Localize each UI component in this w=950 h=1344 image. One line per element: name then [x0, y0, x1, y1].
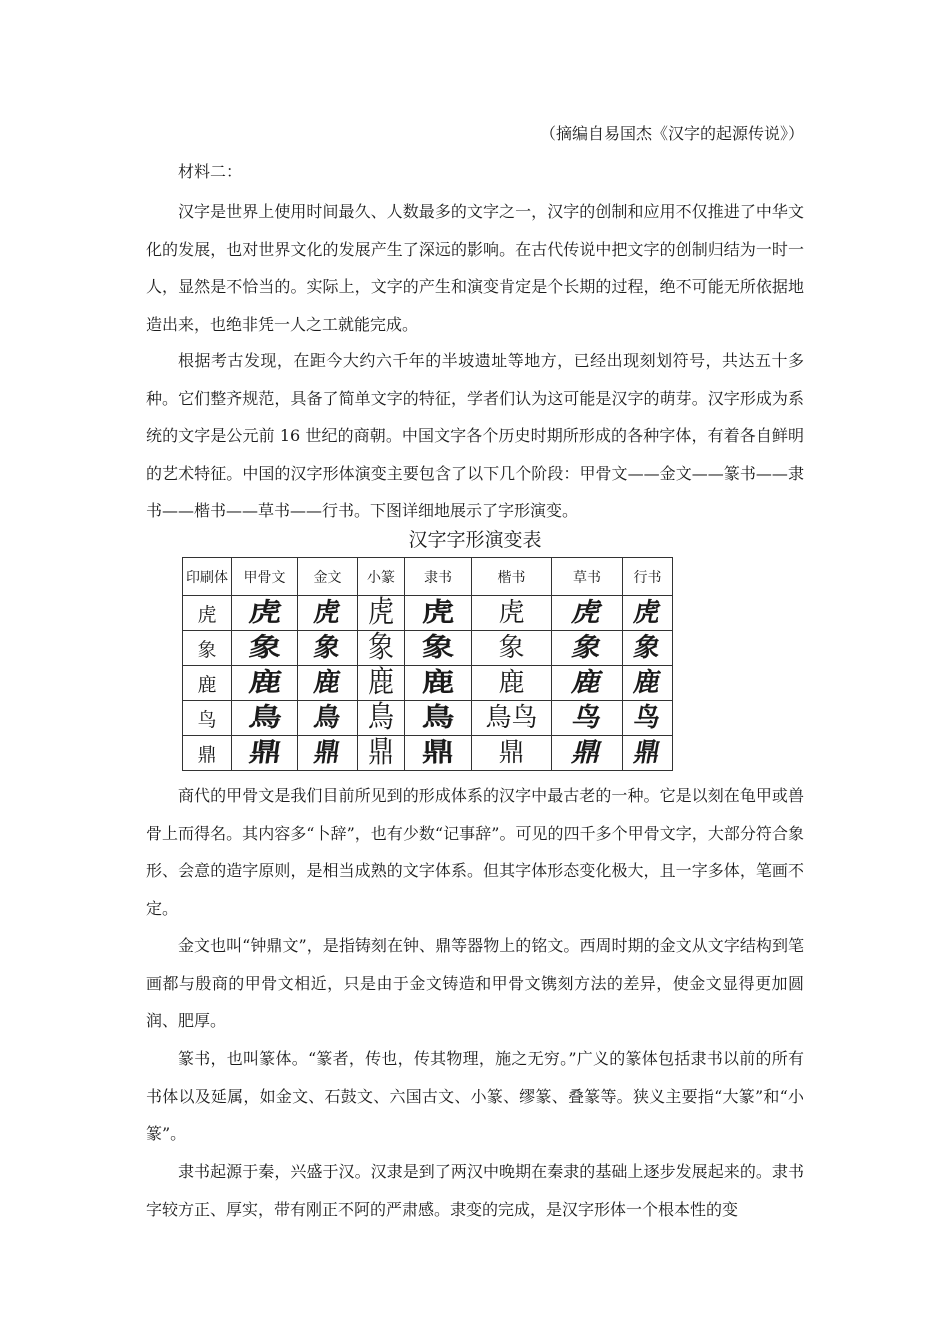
header-cell: 甲骨文 — [232, 558, 298, 596]
running-glyph: 虎 — [623, 596, 673, 631]
print-cell: 鼎 — [183, 736, 232, 771]
oracle-glyph: 鹿 — [232, 666, 298, 701]
bronze-glyph: 鳥 — [298, 701, 358, 736]
seal-glyph: 鹿 — [358, 666, 405, 701]
bronze-glyph: 虎 — [298, 596, 358, 631]
header-cell: 印刷体 — [183, 558, 232, 596]
seal-glyph: 鳥 — [358, 701, 405, 736]
paragraph: 金文也叫“钟鼎文”，是指铸刻在钟、鼎等器物上的铭文。西周时期的金文从文字结构到笔画都与殷商的甲骨文相近，只是由于金文铸造和甲骨文镌刻方法的差异，使金文显得更加圆润、肥厚。 — [146, 936, 804, 1031]
table-row — [183, 631, 673, 666]
seal-glyph: 鼎 — [358, 736, 405, 771]
regular-glyph: 虎 — [472, 596, 552, 631]
header-cell: 小篆 — [358, 558, 405, 596]
regular-glyph: 鼎 — [472, 736, 552, 771]
table-row — [183, 736, 673, 771]
table-row — [183, 701, 673, 736]
clerical-glyph: 鳥 — [405, 701, 472, 736]
clerical-glyph: 鹿 — [405, 666, 472, 701]
oracle-glyph: 象 — [232, 631, 298, 666]
running-glyph: 鹿 — [623, 666, 673, 701]
source-citation: （摘编自易国杰《汉字的起源传说》） — [539, 124, 804, 143]
oracle-glyph: 鼎 — [232, 736, 298, 771]
regular-glyph: 鹿 — [472, 666, 552, 701]
paragraph: 商代的甲骨文是我们目前所见到的形成体系的汉字中最古老的一种。它是以刻在龟甲或兽骨上而得名。其内容多“卜辞”，也有少数“记事辞”。可见的四千多个甲骨文字，大部分符合象形、会意的造字原则，是相当成熟的文字体系。但其字体形态变化极大，且一字多体，笔画不定。 — [146, 786, 804, 918]
bronze-glyph: 鼎 — [298, 736, 358, 771]
cursive-glyph: 鹿 — [552, 666, 623, 701]
seal-glyph: 象 — [358, 631, 405, 666]
table-caption: 汉字字形演变表 — [408, 529, 542, 551]
paragraph: 汉字是世界上使用时间最久、人数最多的文字之一，汉字的创制和应用不仅推进了中华文化的发展，也对世界文化的发展产生了深远的影响。在古代传说中把文字的创制归结为一时一人，显然是不恰当的。实际上，文字的产生和演变肯定是个长期的过程，绝不可能无所依据地造出来，也绝非凭一人之工就能完成。 — [146, 202, 804, 334]
clerical-glyph: 鼎 — [405, 736, 472, 771]
clerical-glyph: 虎 — [405, 596, 472, 631]
print-cell: 象 — [183, 631, 232, 666]
paragraph: 隶书起源于秦，兴盛于汉。汉隶是到了两汉中晚期在秦隶的基础上逐步发展起来的。隶书字较方正、厚实，带有刚正不阿的严肃感。隶变的完成，是汉字形体一个根本性的变 — [146, 1162, 804, 1219]
paragraph: 篆书，也叫篆体。“篆者，传也，传其物理，施之无穷。”广义的篆体包括隶书以前的所有书体以及延属，如金文、石鼓文、六国古文、小篆、缪篆、叠篆等。狭义主要指“大篆”和“小篆”。 — [146, 1049, 804, 1144]
running-glyph: 鼎 — [623, 736, 673, 771]
running-glyph: 鸟 — [623, 701, 673, 736]
bronze-glyph: 象 — [298, 631, 358, 666]
clerical-glyph: 象 — [405, 631, 472, 666]
table-row — [183, 666, 673, 701]
header-cell: 金文 — [298, 558, 358, 596]
header-cell: 隶书 — [405, 558, 472, 596]
cursive-glyph: 鼎 — [552, 736, 623, 771]
header-cell: 行书 — [623, 558, 673, 596]
header-cell: 楷书 — [472, 558, 552, 596]
section-label: 材料二： — [178, 162, 243, 181]
paragraph: 根据考古发现，在距今大约六千年的半坡遗址等地方，已经出现刻划符号，共达五十多种。它们整齐规范，具备了简单文字的特征，学者们认为这可能是汉字的萌芽。汉字形成为系统的文字是公元前 16 世纪的商朝。中国文字各个历史时期所形成的各种字体，有着各自鲜明的艺术特征。中国的汉字形体演变主要包含了以下几个阶段：甲骨文——金文——篆书——隶书——楷书——草书——行书。下图详细地展示了字形演变。 — [146, 351, 804, 521]
oracle-glyph: 虎 — [232, 596, 298, 631]
print-cell: 鸟 — [183, 701, 232, 736]
table-header-row — [183, 558, 673, 596]
cursive-glyph: 象 — [552, 631, 623, 666]
table-row — [183, 596, 673, 631]
cursive-glyph: 鸟 — [552, 701, 623, 736]
print-cell: 虎 — [183, 596, 232, 631]
oracle-glyph: 鳥 — [232, 701, 298, 736]
running-glyph: 象 — [623, 631, 673, 666]
regular-glyph: 象 — [472, 631, 552, 666]
bronze-glyph: 鹿 — [298, 666, 358, 701]
regular-glyph: 鳥鸟 — [472, 701, 552, 736]
cursive-glyph: 虎 — [552, 596, 623, 631]
header-cell: 草书 — [552, 558, 623, 596]
seal-glyph: 虎 — [358, 596, 405, 631]
print-cell: 鹿 — [183, 666, 232, 701]
glyph-evolution-table — [182, 557, 673, 771]
